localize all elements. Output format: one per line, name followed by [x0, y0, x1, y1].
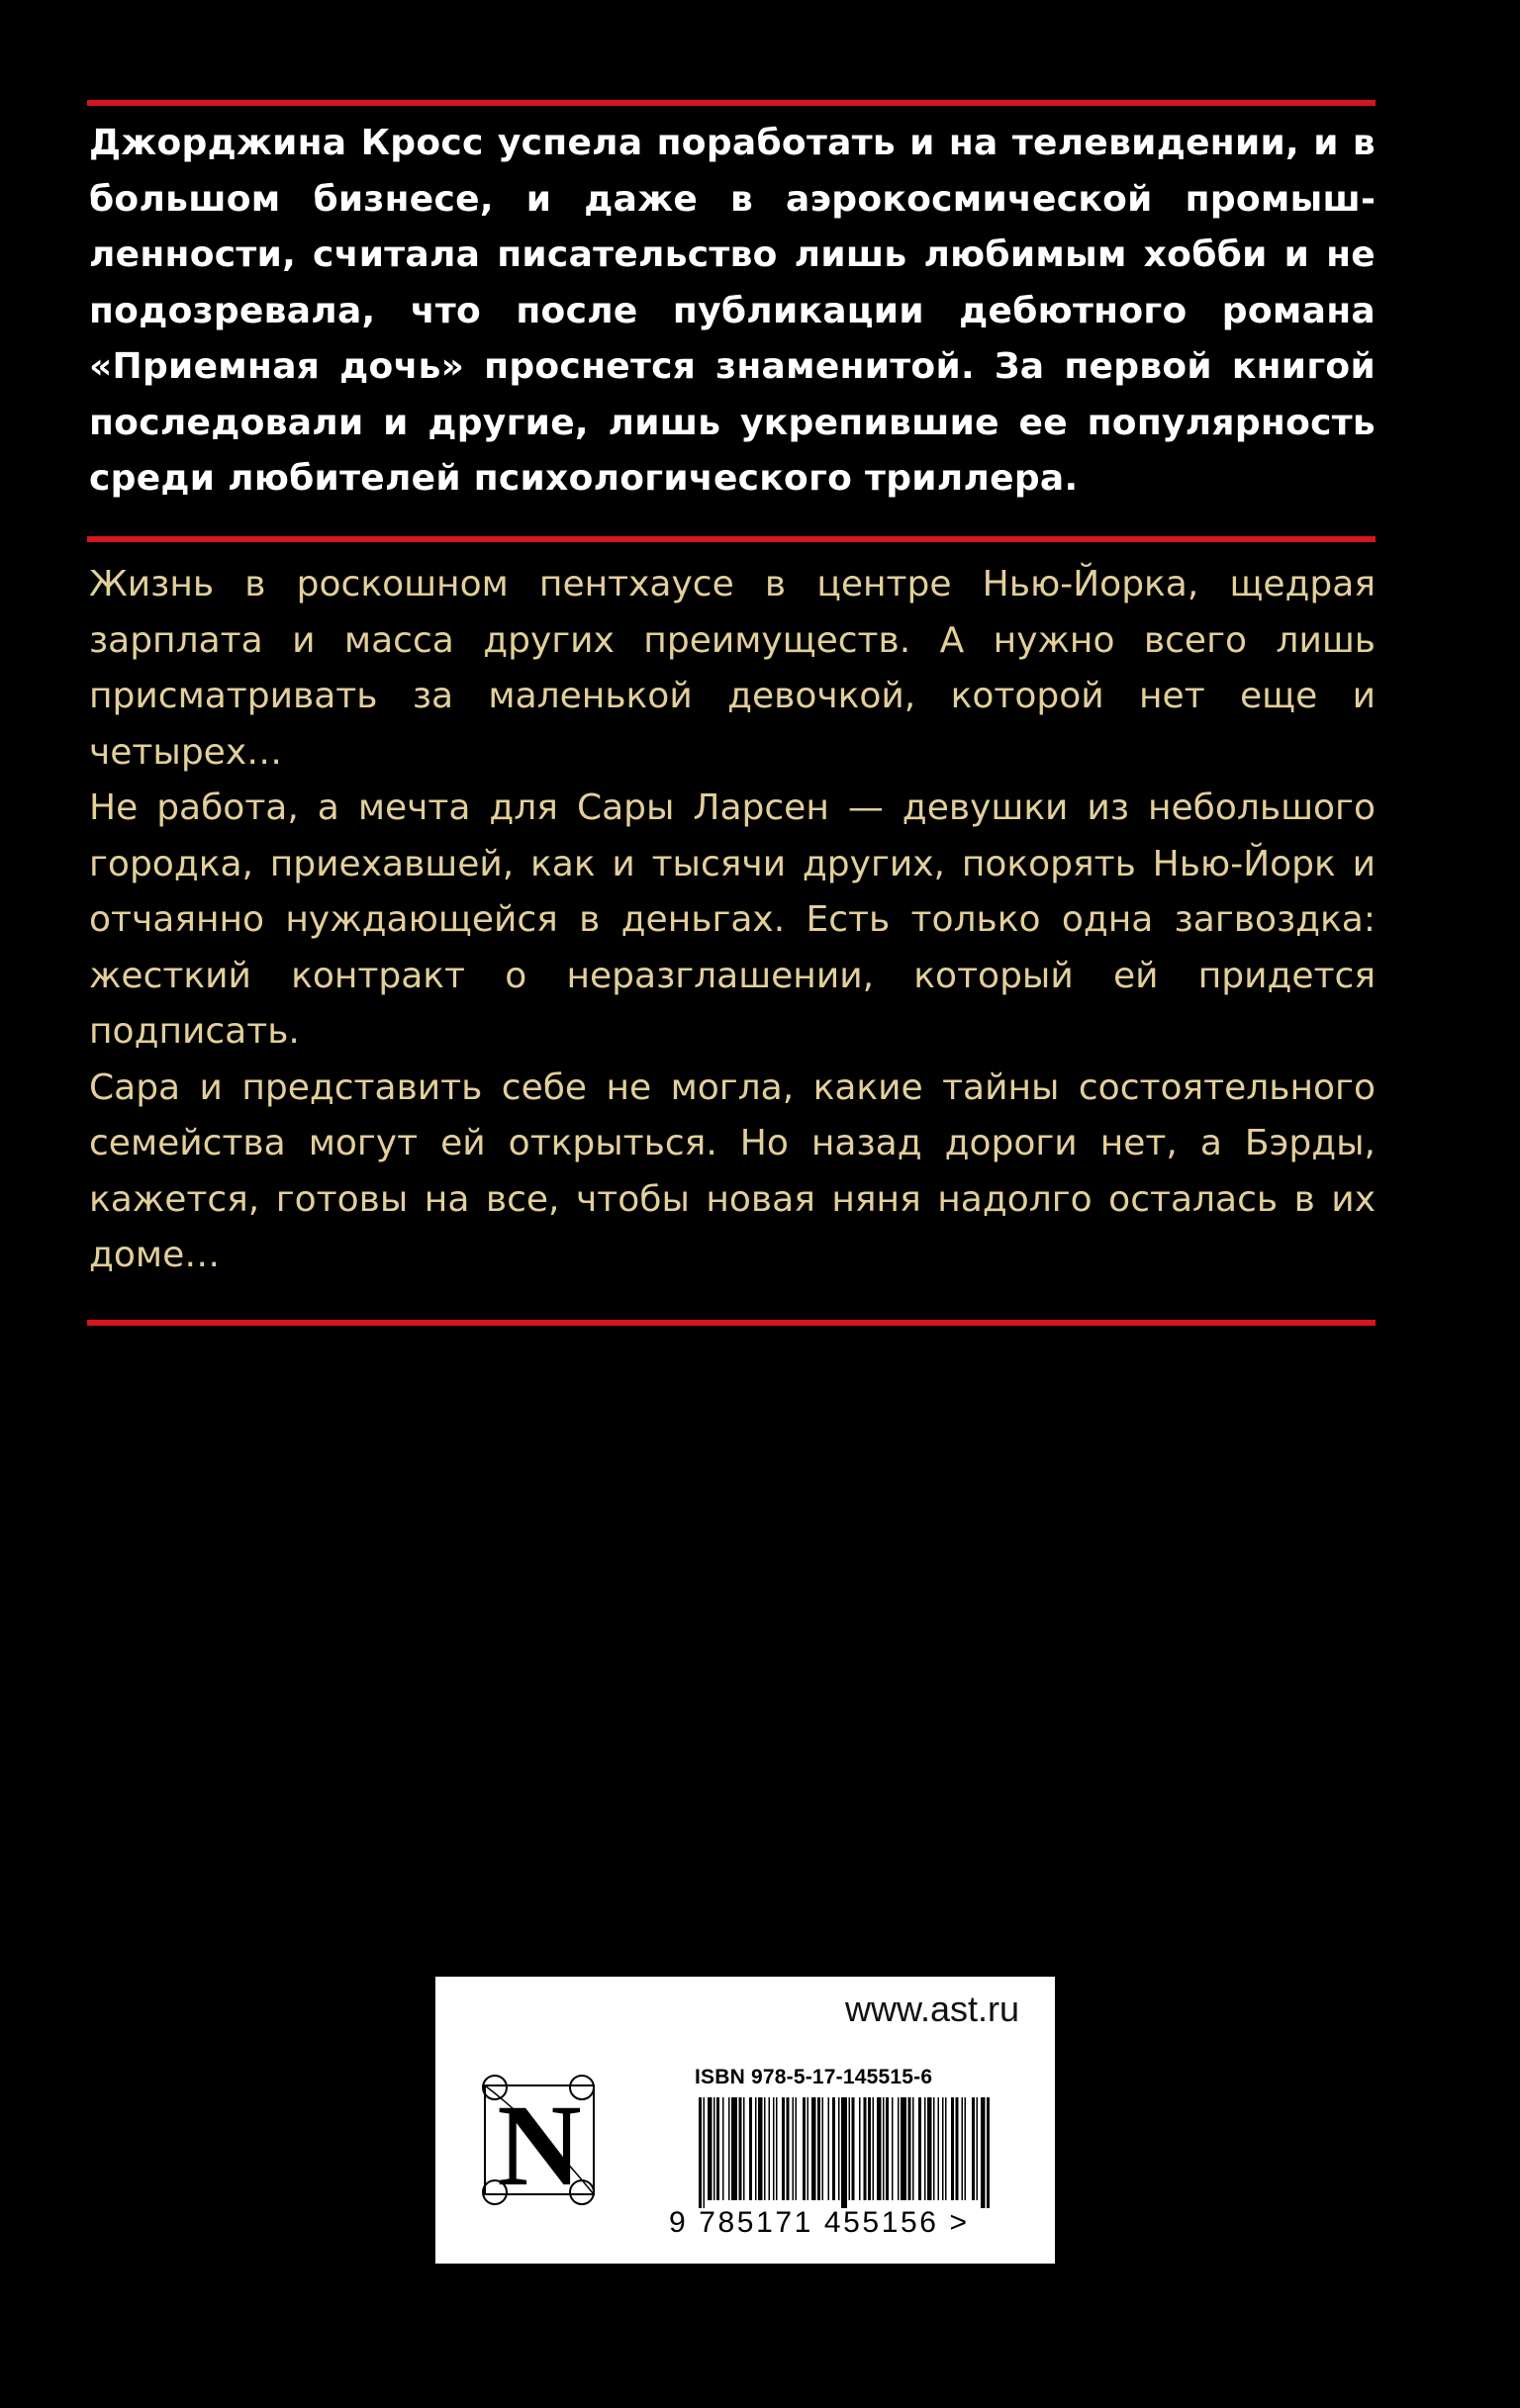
barcode-bar	[868, 2097, 871, 2200]
barcode-bar	[793, 2097, 795, 2200]
barcode-bar	[873, 2097, 875, 2200]
barcode-bar	[877, 2097, 882, 2200]
barcode-bar	[755, 2097, 757, 2200]
barcode-bar	[811, 2097, 816, 2200]
barcode-bar	[977, 2097, 979, 2200]
barcode-bar	[972, 2097, 975, 2200]
barcode-bar	[852, 2097, 855, 2200]
barcode-bar	[841, 2097, 847, 2208]
barcode-bar	[731, 2097, 737, 2200]
barcode-bar	[912, 2097, 914, 2200]
barcode-bar	[739, 2097, 742, 2200]
barcode-bar	[708, 2097, 712, 2200]
author-bio: Джорджина Кросс успела поработать и на телевидении, и в большом бизнесе, и даже в аэрокосмической промышленности, считала писательство лишь любимым хобби и не подозревала, что после публикации дебютного романа «Приемная дочь» проснется знаменитой. За первой книгой последовали и другие, лишь укрепившие ее популярность среди любителей психологического триллера.	[89, 123, 1376, 499]
barcode-bar	[859, 2097, 861, 2200]
barcode-bar	[817, 2097, 820, 2200]
barcode-bar	[769, 2097, 771, 2200]
barcode-bar	[864, 2097, 867, 2200]
top-red-rule	[87, 100, 1376, 106]
barcode-bar	[722, 2097, 724, 2200]
barcode-bar	[808, 2097, 809, 2200]
barcode-bar	[938, 2097, 940, 2200]
barcode-bar	[965, 2097, 967, 2200]
isbn-label-box	[435, 1977, 1055, 2264]
middle-red-rule	[87, 536, 1376, 542]
barcode-bar	[776, 2097, 778, 2200]
barcode-bar	[773, 2097, 775, 2200]
publisher-logo-letter: N	[497, 2081, 582, 2210]
barcode-bar	[796, 2097, 798, 2200]
barcode-bar	[716, 2097, 719, 2200]
barcode-bar	[699, 2097, 702, 2208]
barcode-bar	[743, 2097, 745, 2200]
barcode-bar	[951, 2097, 954, 2200]
barcode-bar	[924, 2097, 926, 2200]
barcode-bar	[758, 2097, 763, 2200]
publisher-logo-icon	[465, 2068, 614, 2216]
publisher-website[interactable]: www.ast.ru	[844, 1989, 1019, 2029]
barcode-bar	[822, 2097, 824, 2200]
barcode-bar	[987, 2097, 990, 2208]
barcode-bar	[981, 2097, 986, 2208]
barcode-bar	[828, 2097, 830, 2200]
barcode-bar	[908, 2097, 911, 2200]
barcode-bar	[956, 2097, 959, 2200]
barcode-bar	[892, 2097, 894, 2200]
barcode-bar	[945, 2097, 947, 2200]
barcode-bar	[728, 2097, 730, 2200]
barcode-bar	[704, 2097, 706, 2208]
barcode-digits: 9 785171 455156 >	[669, 2206, 970, 2239]
barcode-bar	[901, 2097, 906, 2200]
barcode-bar	[832, 2097, 835, 2200]
barcode-bar	[933, 2097, 935, 2200]
barcode-bar	[849, 2097, 851, 2200]
barcode-bar	[764, 2097, 766, 2200]
barcode-bar	[927, 2097, 932, 2200]
book-blurb	[89, 557, 1376, 1284]
isbn-number: ISBN 978-5-17-145515-6	[695, 2066, 933, 2088]
isbn-barcode	[695, 2097, 994, 2208]
barcode-bar	[787, 2097, 790, 2200]
barcode-bar	[962, 2097, 964, 2200]
barcode-bar	[782, 2097, 785, 2200]
blurb-paragraph-3: Сара и представить себе не могла, какие тайны состоятельного семейства могут ей открыться. Но назад дороги нет, а Бэрды, кажется, готовы на все, чтобы новая няня надолго осталась в их доме…	[89, 1066, 1376, 1275]
barcode-bar	[803, 2097, 806, 2200]
barcode-bar	[713, 2097, 715, 2200]
barcode-bar	[918, 2097, 921, 2200]
blurb-paragraph-2: Не работа, а мечта для Сары Ларсен — девушки из небольшого городка, приехавшей, как и тысячи других, покорять Нью-Йорк и отчаянно нуждающейся в деньгах. Есть только одна загвоздка: жесткий контракт о неразглашении, который ей придется подписать.	[89, 787, 1376, 1052]
blurb-paragraph-1: Жизнь в роскошном пентхаусе в центре Нью-Йорка, щедрая зарплата и масса других преимуществ. А нужно всего лишь присматривать за маленькой девочкой, которой нет еще и четырех…	[89, 564, 1376, 773]
barcode-bar	[898, 2097, 900, 2200]
barcode-bar	[838, 2097, 840, 2200]
barcode-bar	[942, 2097, 944, 2200]
bottom-red-rule	[87, 1320, 1376, 1326]
barcode-bar	[886, 2097, 889, 2200]
barcode-bar	[883, 2097, 885, 2200]
barcode-bar	[749, 2097, 752, 2200]
